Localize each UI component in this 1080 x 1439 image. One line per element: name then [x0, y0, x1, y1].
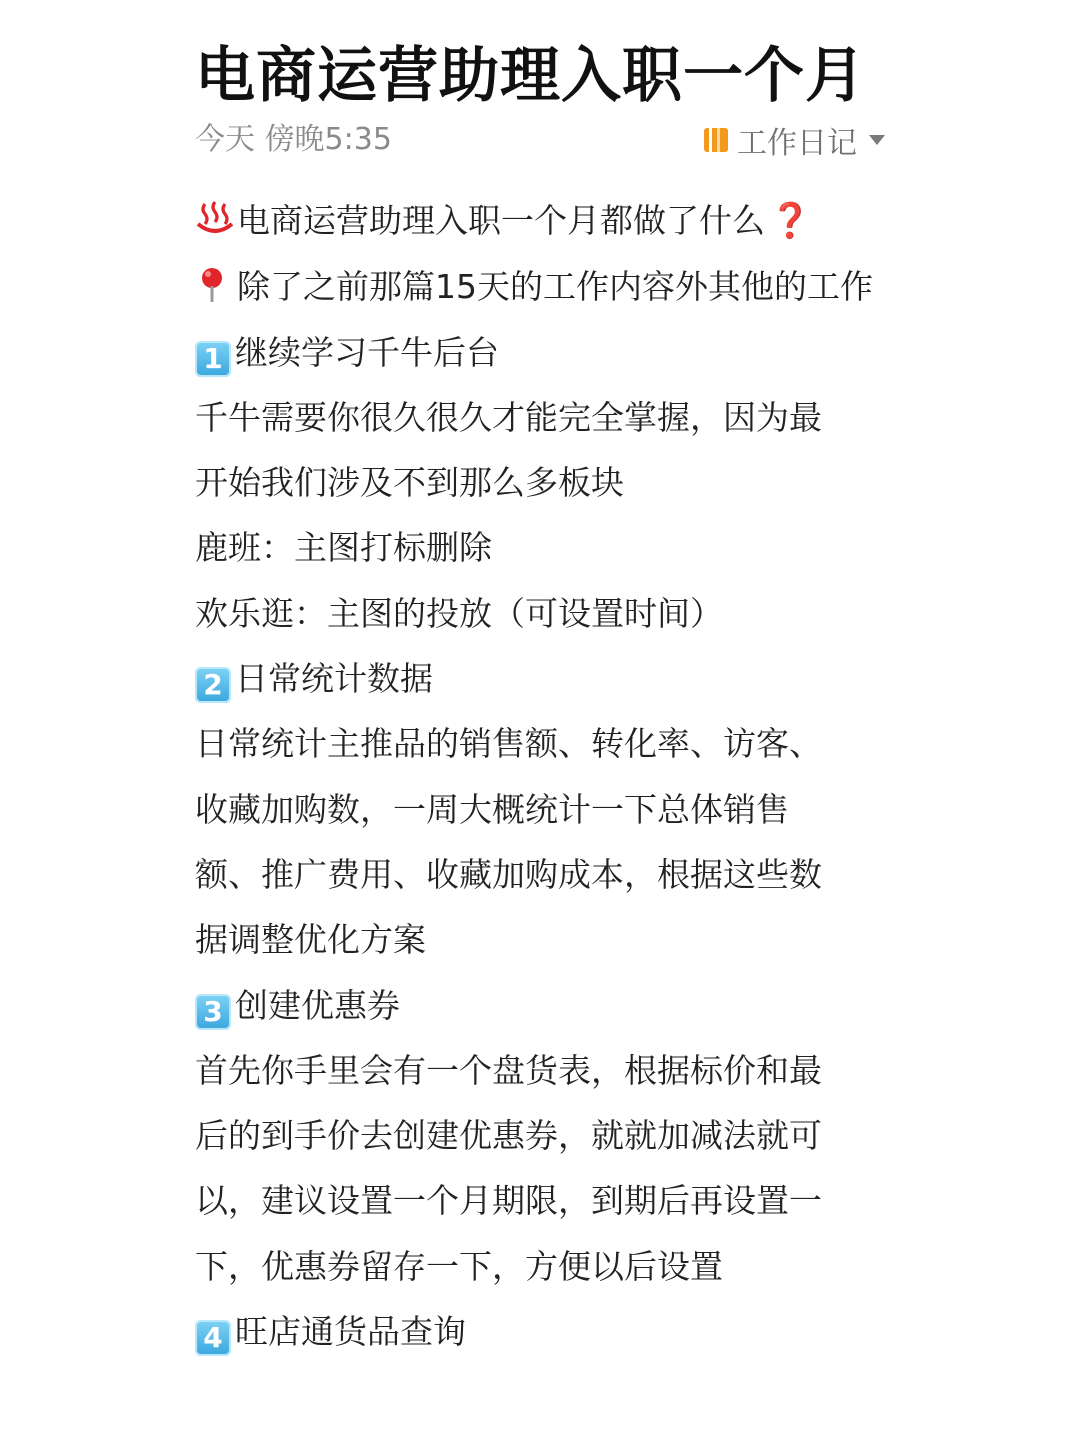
notebook-selector[interactable] [703, 120, 885, 160]
section-1-line: 欢乐逛：主图的投放（可设置时间） [195, 593, 723, 633]
section-3-line: 首先你手里会有一个盘货表，根据标价和最 [195, 1050, 822, 1090]
section-3-line: 下，优惠券留存一下，方便以后设置 [195, 1246, 723, 1286]
section-3-line: 以，建议设置一个月期限，到期后再设置一 [195, 1181, 822, 1221]
intro-line-1 [195, 188, 885, 254]
chevron-down-icon[interactable] [869, 135, 885, 145]
pin-icon [195, 266, 229, 304]
section-2-line: 日常统计主推品的销售额、转化率、访客、 [195, 724, 822, 764]
section-heading-2 [195, 646, 885, 711]
section-1-line: 鹿班：主图打标删除 [195, 528, 492, 568]
keycap-one-icon: 1 [195, 341, 231, 377]
intro-text-2: 除了之前那篇15天的工作内容外其他的工作 [237, 267, 873, 307]
intro-text-1: 电商运营助理入职一个月都做了什么 [237, 201, 765, 240]
intro-line-2 [195, 254, 885, 319]
hot-springs-icon [195, 200, 235, 236]
section-3-line: 后的到手价去创建优惠券，就就加减法就可 [195, 1116, 822, 1156]
section-heading-4 [195, 1299, 885, 1364]
page-title: 电商运营助理入职一个月 [195, 41, 866, 111]
keycap-three-icon: 3 [195, 994, 231, 1030]
question-mark-icon: ❓ [769, 201, 812, 241]
section-2-line: 据调整优化方案 [195, 920, 426, 960]
notebook-label: 工作日记 [737, 126, 857, 161]
section-2-line: 收藏加购数，一周大概统计一下总体销售 [195, 789, 789, 829]
section-2-line: 额、推广费用、收藏加购成本，根据这些数 [195, 854, 822, 894]
keycap-four-icon: 4 [195, 1320, 231, 1356]
section-heading-text: 创建优惠券 [235, 985, 400, 1025]
section-heading-text: 日常统计数据 [235, 659, 433, 699]
section-1-line: 开始我们涉及不到那么多板块 [195, 463, 624, 503]
notebook-icon [703, 126, 729, 154]
note-body [195, 188, 885, 1364]
section-heading-text: 继续学习千牛后台 [235, 332, 499, 372]
note-meta-bar [195, 120, 885, 164]
section-heading-text: 旺店通货品查询 [235, 1312, 466, 1352]
keycap-two-icon: 2 [195, 667, 231, 703]
section-1-line: 千牛需要你很久很久才能完全掌握，因为最 [195, 397, 822, 437]
note-timestamp: 今天 傍晚5:35 [195, 122, 392, 157]
section-heading-3 [195, 973, 885, 1038]
section-heading-1 [195, 320, 885, 385]
